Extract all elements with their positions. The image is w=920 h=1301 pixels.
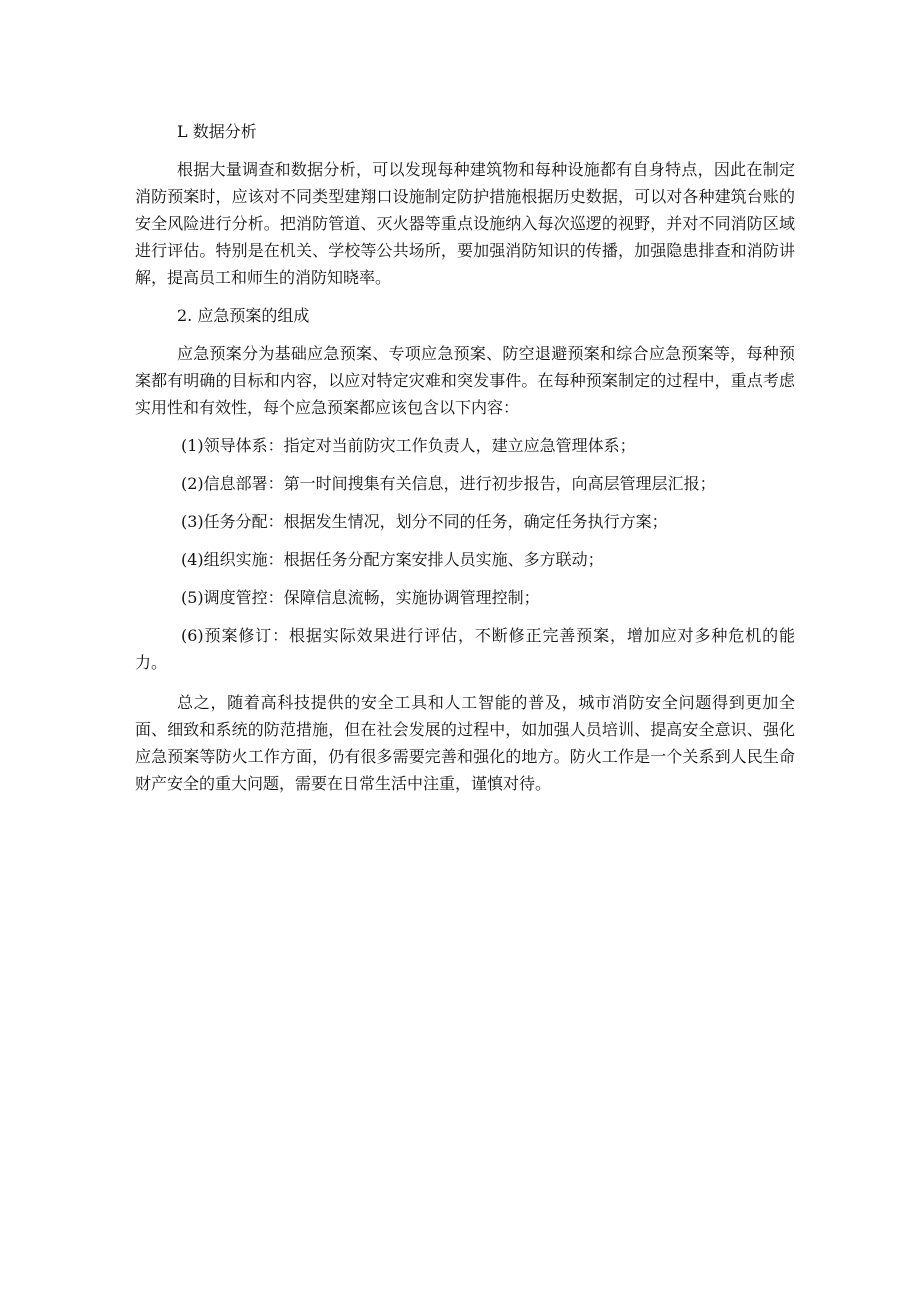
paragraph-emergency-plan: 应急预案分为基础应急预案、专项应急预案、防空退避预案和综合应急预案等，每种预案都有明确的目标和内容，以应对特定灾难和突发事件。在每种预案制定的过程中，重点考虑实用性和有效性，每个应急预案都应该包含以下内容： [135, 344, 795, 417]
list-item-leadership: (1)领导体系：指定对当前防灾工作负责人，建立应急管理体系； [181, 436, 636, 455]
document-body [135, 118, 795, 797]
list-item-dispatch-control: (5)调度管控：保障信息流畅，实施协调管理控制； [181, 588, 540, 607]
paragraph-conclusion: 总之，随着高科技提供的安全工具和人工智能的普及，城市消防安全问题得到更加全面、细致和系统的防范措施，但在社会发展的过程中，如加强人员培训、提高安全意识、强化应急预案等防火工作方面，仍有很多需要完善和强化的地方。防火工作是一个关系到人民生命财产安全的重大问题，需要在日常生活中注重，谨慎对待。 [135, 693, 795, 793]
list-item-task-allocation: (3)任务分配：根据发生情况，划分不同的任务，确定任务执行方案； [181, 512, 668, 531]
section-heading-data-analysis: L 数据分析 [177, 122, 257, 141]
paragraph-data-analysis: 根据大量调查和数据分析，可以发现每种建筑物和每种设施都有自身特点，因此在制定消防预案时，应该对不同类型建翔口设施制定防护措施根据历史数据，可以对各种建筑台账的安全风险进行分析。把消防管道、灭火器等重点设施纳入每次巡逻的视野，并对不同消防区域进行评估。特别是在机关、学校等公共场所，要加强消防知识的传播，加强隐患排查和消防讲解，提高员工和师生的消防知晓率。 [135, 160, 795, 287]
list-item-implementation: (4)组织实施：根据任务分配方案安排人员实施、多方联动； [181, 550, 604, 569]
list-item-information: (2)信息部署：第一时间搜集有关信息，进行初步报告，向高层管理层汇报； [181, 474, 716, 493]
list-item-plan-revision: (6)预案修订：根据实际效果进行评估，不断修正完善预案，增加应对多种危机的能力。 [135, 626, 795, 672]
section-heading-emergency-plan: 2. 应急预案的组成 [177, 306, 310, 325]
